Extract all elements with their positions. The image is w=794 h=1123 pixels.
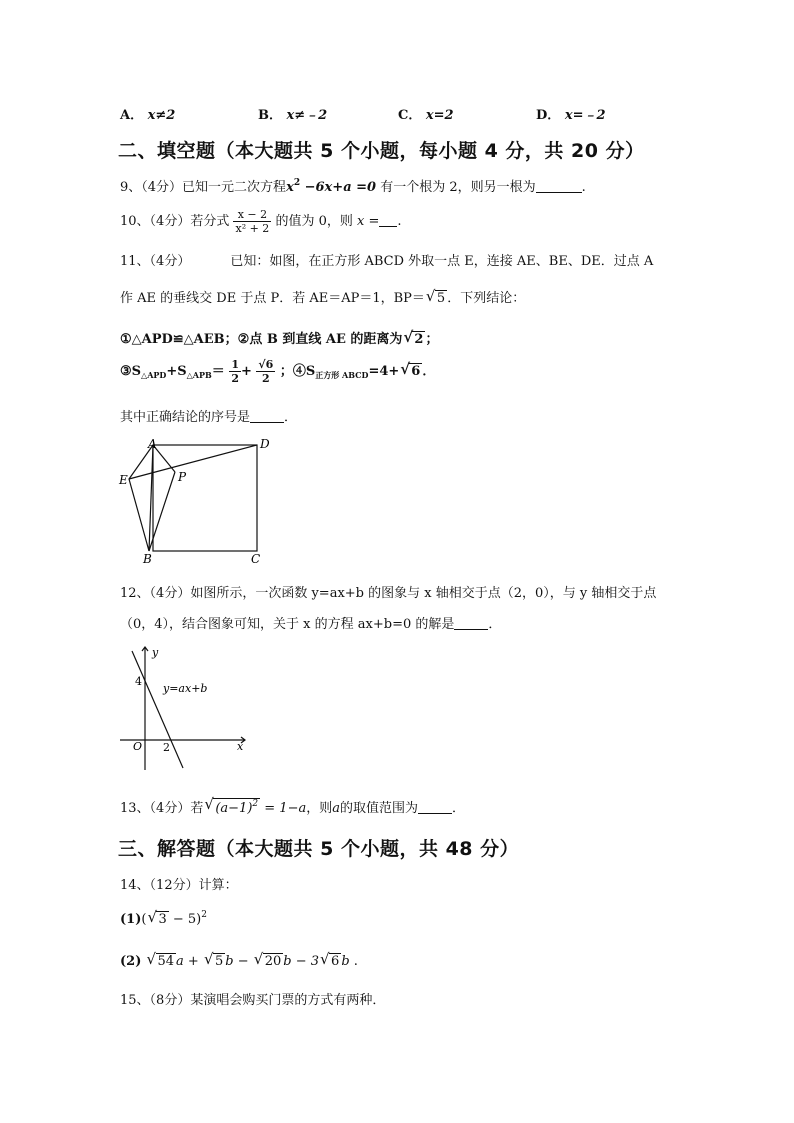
label-a: A bbox=[148, 437, 157, 451]
fraction: $\frac{x - 2}{\text{x² + 2}}$ bbox=[235, 208, 270, 235]
question-14: 14、（12分）计算： bbox=[120, 878, 238, 893]
label-b: B bbox=[143, 552, 152, 566]
label-p: P bbox=[178, 470, 187, 484]
question-15: 15、（8分）某演唱会购买门票的方式有两种． bbox=[120, 993, 386, 1008]
choice-b: B． x≠﹣2 bbox=[258, 108, 328, 123]
answer-blank bbox=[379, 214, 397, 227]
answer-blank bbox=[536, 180, 582, 193]
question-14-part1: (1)(√ 3 − 5)$^2$ bbox=[120, 910, 207, 927]
question-11-claims-1-2: ①△APD≌△AEB；②点 B 到直线 AE 的距离为√ 2 ； bbox=[120, 328, 438, 347]
question-12-line2: （0，4），结合图象可知，关于 x 的方程 ax+b=0 的解是 ． bbox=[120, 617, 502, 632]
label-d: D bbox=[260, 437, 270, 451]
segment-ab-inner bbox=[149, 445, 153, 551]
square-figure bbox=[115, 436, 280, 566]
linear-function-graph bbox=[115, 642, 255, 774]
answer-blank bbox=[454, 617, 488, 630]
question-12-line1: 12、（4分）如图所示，一次函数 y=ax+b 的图象与 x 轴相交于点（2，0），与 y 轴相交于点 bbox=[120, 586, 657, 601]
x-intercept-label: 2 bbox=[163, 741, 170, 754]
label-c: C bbox=[251, 552, 261, 566]
question-13: 13、（4分）若√ $(a-1)^2 = 1-a$，则a的取值范围为 ． bbox=[120, 797, 465, 816]
choice-c: C． x=2 bbox=[398, 108, 454, 123]
square-abcd bbox=[153, 445, 257, 551]
question-11-ask: 其中正确结论的序号是 ． bbox=[120, 410, 298, 425]
answer-blank bbox=[418, 801, 452, 814]
section-2-title: 二、填空题（本大题共 5 个小题，每小题 4 分，共 20 分） bbox=[118, 140, 645, 162]
answer-blank bbox=[250, 410, 284, 423]
x-axis-label: x bbox=[237, 740, 244, 753]
question-9: 9、（4分）已知一元二次方程$x^2 -6x+a =0$ 有一个根为 2，则另一根为 . bbox=[120, 178, 586, 195]
y-intercept-label: 4 bbox=[135, 675, 142, 688]
section-3-title: 三、解答题（本大题共 5 个小题，共 48 分） bbox=[118, 838, 520, 860]
question-11-line1: 11、（4分） 已知：如图，在正方形 ABCD 外取一点 E，连接 AE、BE、DE．过点 A bbox=[120, 254, 654, 269]
question-11-claims-3-4: $③S_{\triangle APD}+S_{\triangle APB}=$ $\frac{1}{2}$ + $\frac{√6}{2}$ ；$④S_{正方形 ABCD}=4+√$ 6 ． bbox=[120, 358, 435, 385]
origin-label: O bbox=[133, 740, 143, 753]
choice-d: D． x=﹣2 bbox=[536, 108, 606, 123]
function-label: y=ax+b bbox=[163, 682, 208, 695]
label-e: E bbox=[119, 473, 128, 487]
question-14-part2: (2) √ 54 a + √ 5 b − √ 20 b − 3√ 6 b . bbox=[120, 953, 358, 969]
question-10: 10、（4分）若分式 $\frac{x - 2}{\text{x² + 2}}$ 的值为 0，则 x = . bbox=[120, 208, 402, 235]
choice-a: A． x≠2 bbox=[120, 108, 176, 123]
y-axis-label: y bbox=[152, 646, 159, 659]
question-11-line2: 作 AE 的垂线交 DE 于点 P．若 AE＝AP＝1，BP＝√ 5 ．下列结论： bbox=[120, 287, 525, 306]
